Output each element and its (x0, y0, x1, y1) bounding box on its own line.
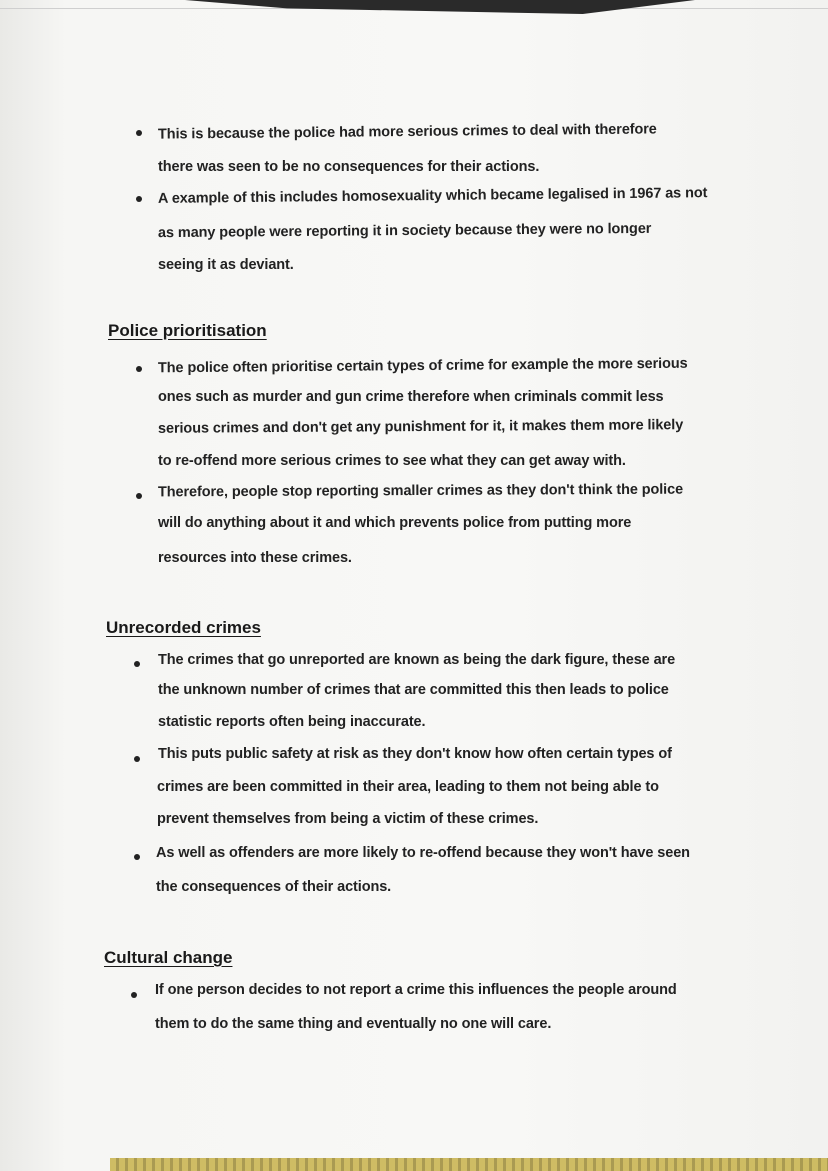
bullet-icon (136, 366, 142, 372)
bullet-icon (136, 196, 142, 202)
section-heading: Cultural change (104, 948, 233, 967)
section-heading: Unrecorded crimes (106, 618, 261, 637)
text-line: This puts public safety at risk as they don't know how often certain types of (158, 746, 672, 762)
text-line: prevent themselves from being a victim of these crimes. (157, 811, 539, 827)
bullet-icon (131, 992, 137, 998)
text-line: them to do the same thing and eventually no one will care. (155, 1016, 552, 1032)
text-line: there was seen to be no consequences for their actions. (158, 159, 540, 175)
text-line: seeing it as deviant. (158, 257, 294, 273)
text-line: As well as offenders are more likely to re-offend because they won't have seen (156, 845, 690, 861)
bullet-icon (136, 130, 142, 136)
text-line: The crimes that go unreported are known as being the dark figure, these are (158, 652, 676, 668)
text-line: If one person decides to not report a crime this influences the people around (155, 982, 677, 998)
bullet-icon (134, 661, 140, 667)
text-line: will do anything about it and which prevents police from putting more (158, 515, 632, 531)
table-edge (110, 1158, 828, 1171)
text-line: Therefore, people stop reporting smaller crimes as they don't think the police (157, 481, 684, 501)
text-line: as many people were reporting it in society because they were no longer (157, 220, 652, 242)
text-line: statistic reports often being inaccurate. (158, 714, 426, 730)
text-line: the unknown number of crimes that are committed this then leads to police (158, 682, 669, 698)
text-line: ones such as murder and gun crime therefore when criminals commit less (158, 389, 664, 405)
text-line: crimes are been committed in their area, leading to them not being able to (157, 779, 659, 795)
text-line: The police often prioritise certain types of crime for example the more serious (157, 355, 688, 377)
bullet-icon (134, 756, 140, 762)
text-line: A example of this includes homosexuality which became legalised in 1967 as not (157, 185, 708, 207)
bullet-icon (136, 493, 142, 499)
text-line: the consequences of their actions. (156, 879, 392, 895)
text-line: to re-offend more serious crimes to see what they can get away with. (158, 453, 626, 469)
section-heading: Police prioritisation (108, 321, 267, 340)
text-line: resources into these crimes. (158, 550, 352, 566)
text-line: This is because the police had more serious crimes to deal with therefore (157, 121, 657, 143)
text-line: serious crimes and don't get any punishment for it, it makes them more likely (157, 417, 684, 437)
bullet-icon (134, 854, 140, 860)
